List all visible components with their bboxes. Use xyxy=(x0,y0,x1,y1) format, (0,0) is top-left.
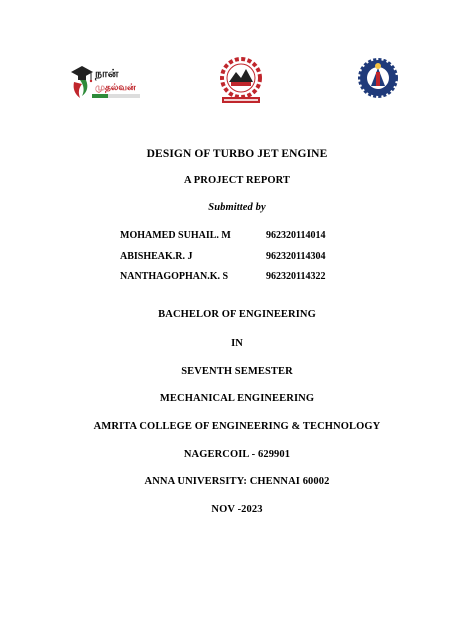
naan-mudhalvan-logo xyxy=(68,60,144,104)
college-emblem-logo xyxy=(358,56,398,100)
student-register-number: 962320114322 xyxy=(266,271,326,282)
submission-date: NOV -2023 xyxy=(211,504,263,515)
student-name: ABISHEAK.R. J xyxy=(120,251,193,262)
department-name: MECHANICAL ENGINEERING xyxy=(159,393,315,404)
semester-name: SEVENTH SEMESTER xyxy=(181,366,293,377)
student-name: MOHAMED SUHAIL. M xyxy=(120,230,231,241)
degree-name: BACHELOR OF ENGINEERING xyxy=(158,309,316,320)
in-label: IN xyxy=(231,338,243,349)
submitted-by-label: Submitted by xyxy=(208,202,266,213)
report-type: A PROJECT REPORT xyxy=(183,175,291,186)
anna-university-logo xyxy=(214,56,268,106)
project-title: DESIGN OF TURBO JET ENGINE xyxy=(146,148,328,160)
college-location: NAGERCOIL - 629901 xyxy=(183,449,291,460)
student-row xyxy=(120,251,380,265)
logo-text-naan: நான் xyxy=(95,67,119,80)
university-name: ANNA UNIVERSITY: CHENNAI 60002 xyxy=(144,476,330,487)
student-row xyxy=(120,230,380,244)
student-register-number: 962320114014 xyxy=(266,230,326,241)
college-name: AMRITA COLLEGE OF ENGINEERING & TECHNOLOGY xyxy=(93,421,381,432)
student-register-number: 962320114304 xyxy=(266,251,326,262)
student-name: NANTHAGOPHAN.K. S xyxy=(120,271,229,282)
student-row xyxy=(120,271,380,285)
logo-text-mudhalvan: முதல்வன் xyxy=(95,83,136,93)
